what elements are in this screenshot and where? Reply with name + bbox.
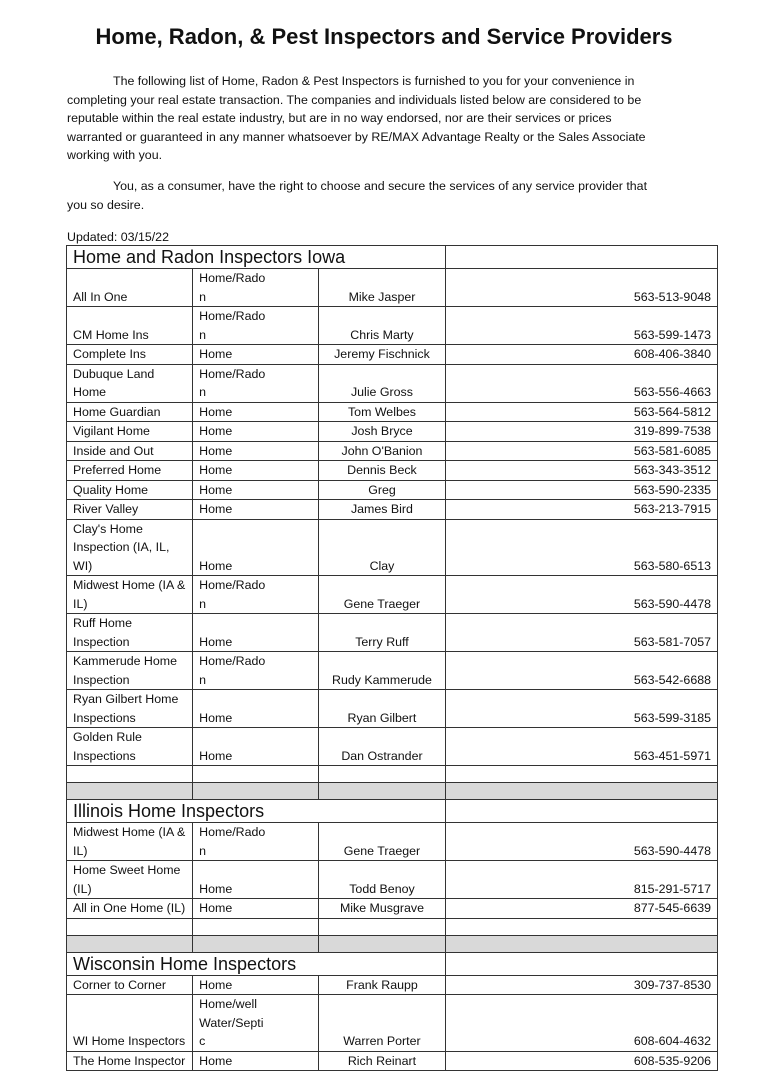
wisconsin-section-heading [67, 952, 718, 975]
contact-name: Julie Gross [319, 364, 445, 402]
separator-cell [67, 783, 193, 800]
inspector-row [67, 995, 718, 1052]
service-type: Home [193, 402, 319, 422]
blank-row [67, 918, 718, 935]
inspector-directory-body [67, 246, 718, 1071]
blank-cell [67, 766, 193, 783]
service-type: Home [193, 614, 319, 652]
consumer-note-paragraph [67, 177, 667, 214]
service-type: Home [193, 690, 319, 728]
company-name: Vigilant Home [67, 422, 193, 442]
phone-number: 309-737-8530 [445, 975, 717, 995]
blank-cell [193, 766, 319, 783]
separator-cell [193, 935, 319, 952]
contact-name: Rudy Kammerude [319, 652, 445, 690]
phone-number: 563-213-7915 [445, 500, 717, 520]
contact-name: Dan Ostrander [319, 728, 445, 766]
service-type: Home [193, 461, 319, 481]
inspector-row [67, 690, 718, 728]
service-type: Home [193, 422, 319, 442]
inspector-row [67, 461, 718, 481]
service-type: Home [193, 861, 319, 899]
phone-number: 877-545-6639 [445, 899, 717, 919]
inspector-row [67, 614, 718, 652]
contact-name: Dennis Beck [319, 461, 445, 481]
phone-number: 563-343-3512 [445, 461, 717, 481]
phone-number: 563-513-9048 [445, 269, 717, 307]
company-name: Ruff Home Inspection [67, 614, 193, 652]
contact-name: Josh Bryce [319, 422, 445, 442]
inspector-row [67, 652, 718, 690]
company-name: The Home Inspector [67, 1051, 193, 1071]
phone-number: 319-899-7538 [445, 422, 717, 442]
company-name: Midwest Home (IA & IL) [67, 823, 193, 861]
company-name: Clay's Home Inspection (IA, IL, WI) [67, 519, 193, 576]
contact-name: Chris Marty [319, 307, 445, 345]
inspector-row [67, 823, 718, 861]
contact-name: Gene Traeger [319, 823, 445, 861]
service-type: Home/Rado n [193, 307, 319, 345]
inspector-row [67, 441, 718, 461]
contact-name: Todd Benoy [319, 861, 445, 899]
service-type: Home/Rado n [193, 269, 319, 307]
inspector-row [67, 519, 718, 576]
phone-number: 815-291-5717 [445, 861, 717, 899]
blank-cell [445, 766, 717, 783]
section-heading-blank [445, 246, 717, 269]
service-type: Home [193, 519, 319, 576]
service-type: Home/Rado n [193, 823, 319, 861]
service-type: Home/Rado n [193, 576, 319, 614]
service-type: Home [193, 480, 319, 500]
inspector-row [67, 402, 718, 422]
contact-name: Terry Ruff [319, 614, 445, 652]
inspector-row [67, 1051, 718, 1071]
separator-cell [67, 935, 193, 952]
phone-number: 563-590-4478 [445, 823, 717, 861]
inspector-directory-table [66, 245, 718, 1071]
company-name: Kammerude Home Inspection [67, 652, 193, 690]
inspector-row [67, 899, 718, 919]
separator-cell [319, 935, 445, 952]
phone-number: 563-580-6513 [445, 519, 717, 576]
blank-cell [193, 918, 319, 935]
company-name: Complete Ins [67, 345, 193, 365]
phone-number: 563-590-2335 [445, 480, 717, 500]
company-name: Corner to Corner [67, 975, 193, 995]
phone-number: 563-564-5812 [445, 402, 717, 422]
phone-number: 608-604-4632 [445, 995, 717, 1052]
company-name: Ryan Gilbert Home Inspections [67, 690, 193, 728]
company-name: All In One [67, 269, 193, 307]
blank-cell [445, 918, 717, 935]
company-name: WI Home Inspectors [67, 995, 193, 1052]
company-name: Home Sweet Home (IL) [67, 861, 193, 899]
updated-date: Updated: 03/15/22 [67, 230, 169, 244]
company-name: Preferred Home [67, 461, 193, 481]
phone-number: 563-599-3185 [445, 690, 717, 728]
contact-name: Warren Porter [319, 995, 445, 1052]
company-name: Dubuque Land Home [67, 364, 193, 402]
phone-number: 608-406-3840 [445, 345, 717, 365]
contact-name: Frank Raupp [319, 975, 445, 995]
company-name: Inside and Out [67, 441, 193, 461]
company-name: Quality Home [67, 480, 193, 500]
service-type: Home [193, 899, 319, 919]
phone-number: 563-599-1473 [445, 307, 717, 345]
service-type: Home [193, 500, 319, 520]
contact-name: Mike Jasper [319, 269, 445, 307]
service-type: Home/Rado n [193, 364, 319, 402]
company-name: Home Guardian [67, 402, 193, 422]
blank-cell [67, 918, 193, 935]
contact-name: Mike Musgrave [319, 899, 445, 919]
company-name: River Valley [67, 500, 193, 520]
illinois-section-heading [67, 800, 718, 823]
separator-row [67, 783, 718, 800]
inspector-row [67, 975, 718, 995]
phone-number: 563-581-7057 [445, 614, 717, 652]
phone-number: 563-542-6688 [445, 652, 717, 690]
iowa-section-heading [67, 246, 718, 269]
service-type: Home [193, 975, 319, 995]
company-name: Golden Rule Inspections [67, 728, 193, 766]
service-type: Home [193, 441, 319, 461]
section-title: Wisconsin Home Inspectors [67, 952, 446, 975]
contact-name: Ryan Gilbert [319, 690, 445, 728]
inspector-row [67, 500, 718, 520]
blank-row [67, 766, 718, 783]
service-type: Home/well Water/Septi c [193, 995, 319, 1052]
company-name: CM Home Ins [67, 307, 193, 345]
inspector-row [67, 576, 718, 614]
contact-name: John O'Banion [319, 441, 445, 461]
section-heading-blank [445, 800, 717, 823]
inspector-row [67, 480, 718, 500]
separator-cell [445, 783, 717, 800]
service-type: Home [193, 1051, 319, 1071]
blank-cell [319, 766, 445, 783]
company-name: All in One Home (IL) [67, 899, 193, 919]
phone-number: 608-535-9206 [445, 1051, 717, 1071]
phone-number: 563-581-6085 [445, 441, 717, 461]
contact-name: Clay [319, 519, 445, 576]
inspector-row [67, 269, 718, 307]
contact-name: Greg [319, 480, 445, 500]
inspector-row [67, 861, 718, 899]
separator-cell [319, 783, 445, 800]
inspector-row [67, 422, 718, 442]
service-type: Home [193, 728, 319, 766]
page-title: Home, Radon, & Pest Inspectors and Service Providers [95, 24, 673, 49]
consumer-note-text: You, as a consumer, have the right to choose and secure the services of any service provider that you so desire. [67, 179, 648, 212]
service-type: Home/Rado n [193, 652, 319, 690]
intro-paragraph [67, 72, 667, 165]
contact-name: Rich Reinart [319, 1051, 445, 1071]
blank-cell [319, 918, 445, 935]
inspector-row [67, 364, 718, 402]
separator-row [67, 935, 718, 952]
intro-text: The following list of Home, Radon & Pest Inspectors is furnished to you for your convenience in completing your real estate transaction. The companies and individuals listed below are considered to be reputable within the real estate industry, but are in no way endorsed, nor are their services or prices warranted or guaranteed in any manner whatsoever by RE/MAX Advantage Realty or the Sales Associate working with you. [67, 74, 646, 162]
inspector-row [67, 345, 718, 365]
contact-name: Tom Welbes [319, 402, 445, 422]
separator-cell [445, 935, 717, 952]
section-heading-blank [445, 952, 717, 975]
contact-name: Gene Traeger [319, 576, 445, 614]
phone-number: 563-451-5971 [445, 728, 717, 766]
contact-name: James Bird [319, 500, 445, 520]
inspector-row [67, 728, 718, 766]
separator-cell [193, 783, 319, 800]
contact-name: Jeremy Fischnick [319, 345, 445, 365]
inspector-row [67, 307, 718, 345]
phone-number: 563-556-4663 [445, 364, 717, 402]
section-title: Illinois Home Inspectors [67, 800, 446, 823]
phone-number: 563-590-4478 [445, 576, 717, 614]
section-title: Home and Radon Inspectors Iowa [67, 246, 446, 269]
company-name: Midwest Home (IA & IL) [67, 576, 193, 614]
service-type: Home [193, 345, 319, 365]
